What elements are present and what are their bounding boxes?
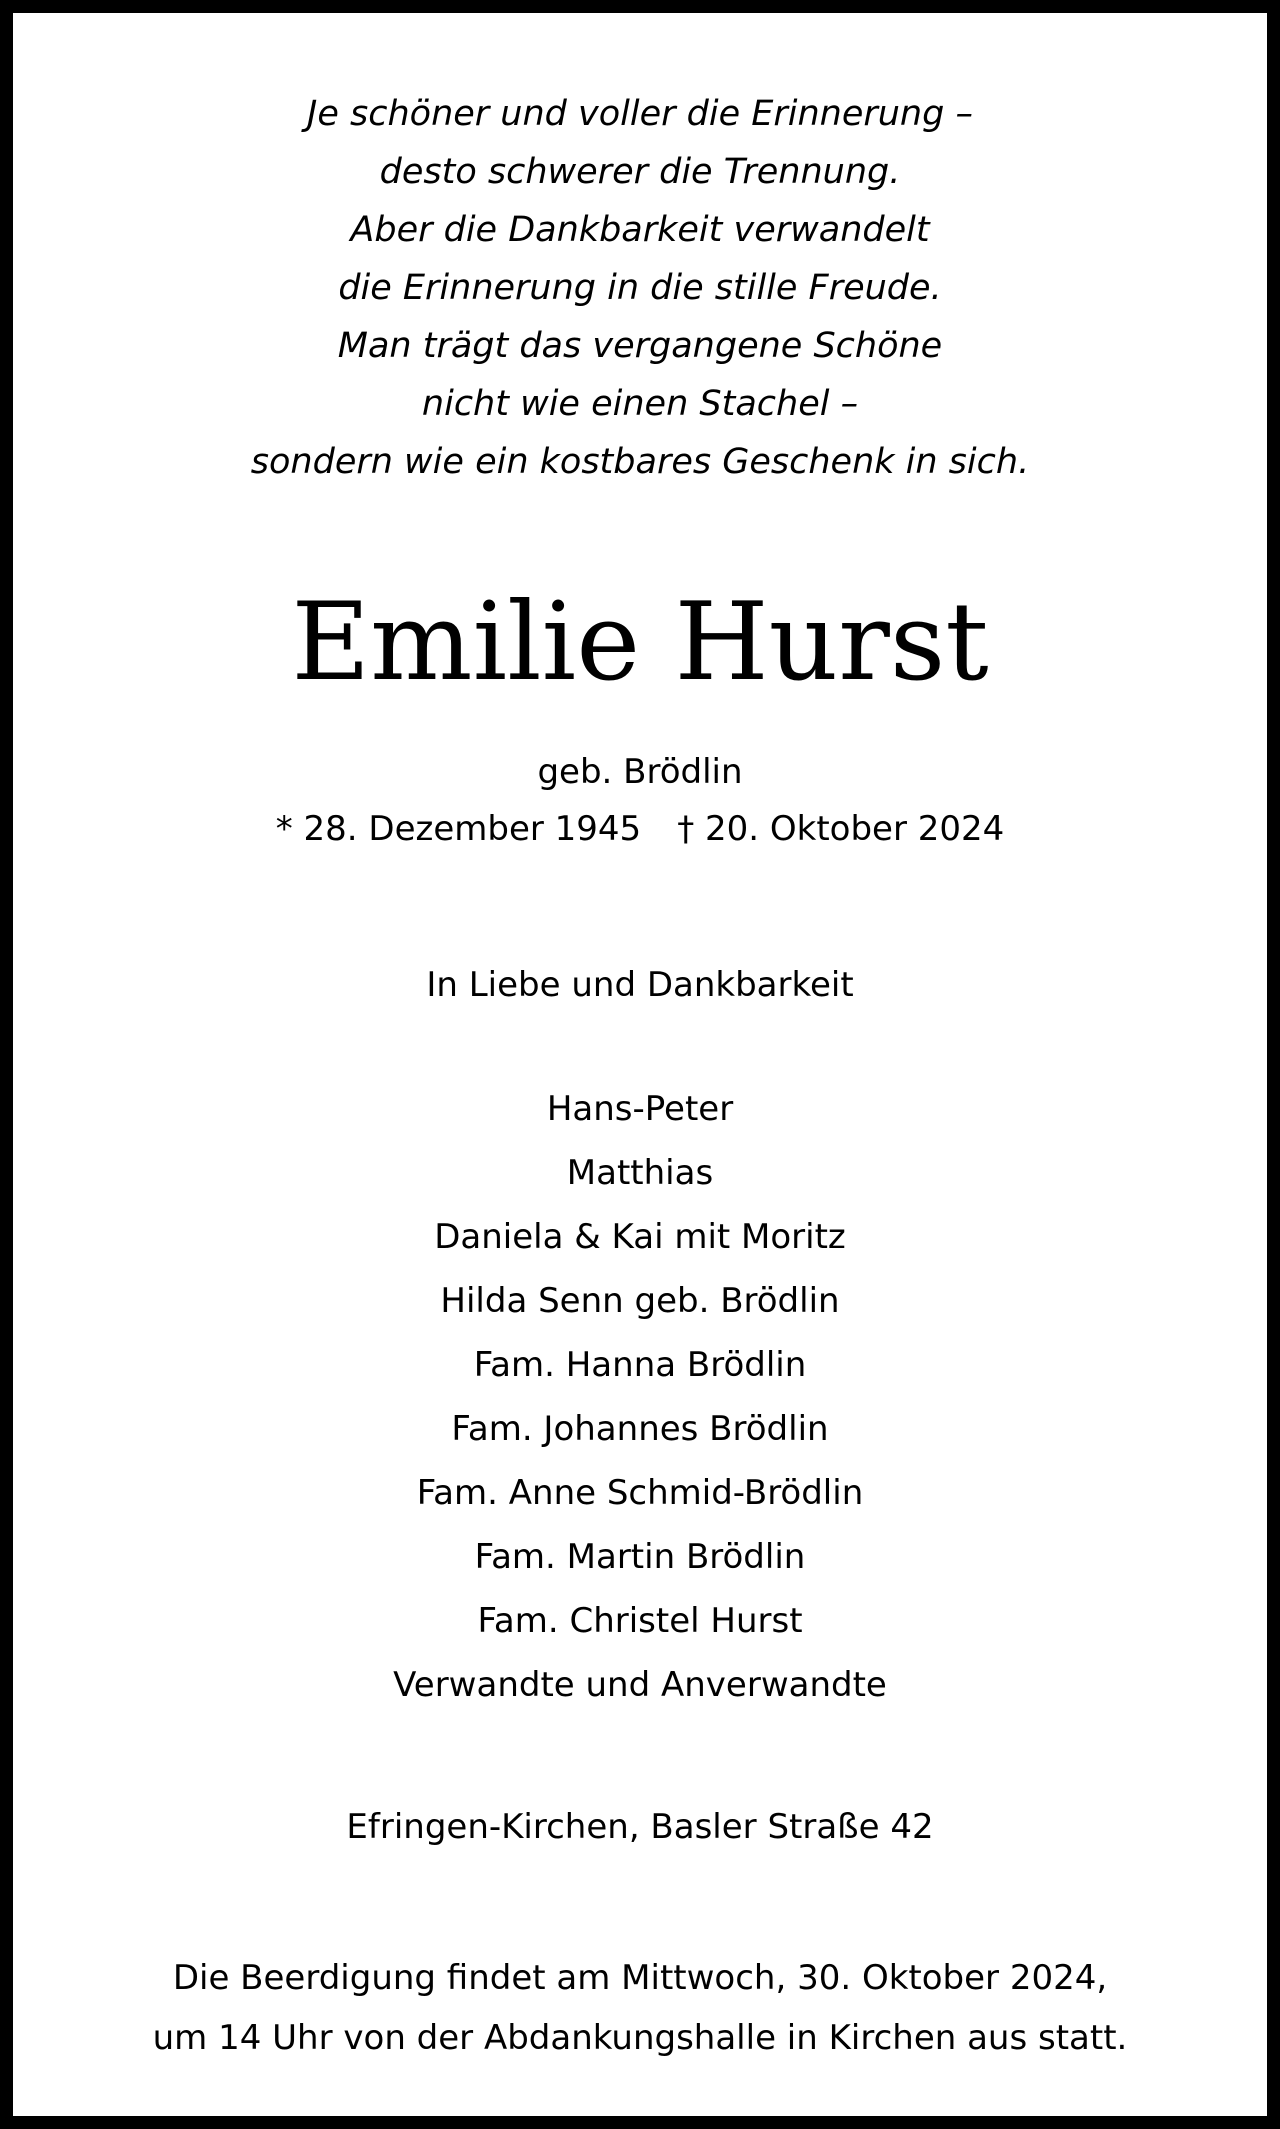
mourner-item: Fam. Johannes Brödlin (451, 1409, 829, 1449)
death-date: † 20. Oktober 2024 (677, 809, 1005, 849)
poem-line: desto schwerer die Trennung. (379, 152, 901, 192)
poem-line: die Erinnerung in die stille Freude. (338, 268, 942, 308)
mourner-item: Daniela & Kai mit Moritz (434, 1217, 846, 1257)
poem-line: nicht wie einen Stachel – (421, 384, 859, 424)
dedication: In Liebe und Dankbarkeit (426, 965, 854, 1005)
poem-line: Aber die Dankbarkeit verwandelt (350, 210, 930, 250)
mourner-item: Fam. Anne Schmid-Brödlin (416, 1473, 864, 1513)
deceased-name: Emilie Hurst (291, 580, 989, 705)
poem-line: sondern wie ein kostbares Geschenk in sich. (250, 442, 1030, 482)
mourner-item: Verwandte und Anverwandte (393, 1665, 887, 1705)
poem (13, 85, 1267, 491)
mourner-item: Hilda Senn geb. Brödlin (440, 1281, 840, 1321)
mourner-item: Matthias (566, 1153, 714, 1193)
mourner-item: Fam. Christel Hurst (477, 1601, 803, 1641)
maiden-name: geb. Brödlin (537, 752, 743, 792)
poem-line: Je schöner und voller die Erinnerung – (307, 94, 973, 134)
mourner-item: Hans-Peter (546, 1089, 734, 1129)
funeral-notice-line: um 14 Uhr von der Abdankungshalle in Kirchen aus statt. (152, 2018, 1128, 2058)
mourners-list (13, 1077, 1267, 1717)
mourner-item: Fam. Hanna Brödlin (473, 1345, 807, 1385)
life-dates (13, 805, 1267, 853)
poem-line: Man trägt das vergangene Schöne (337, 326, 943, 366)
birth-date: * 28. Dezember 1945 (275, 809, 642, 849)
funeral-notice-line: Die Beerdigung findet am Mittwoch, 30. Oktober 2024, (172, 1958, 1108, 1998)
mourner-item: Fam. Martin Brödlin (474, 1537, 806, 1577)
family-address: Efringen-Kirchen, Basler Straße 42 (346, 1807, 934, 1847)
funeral-notice (13, 1948, 1267, 2068)
